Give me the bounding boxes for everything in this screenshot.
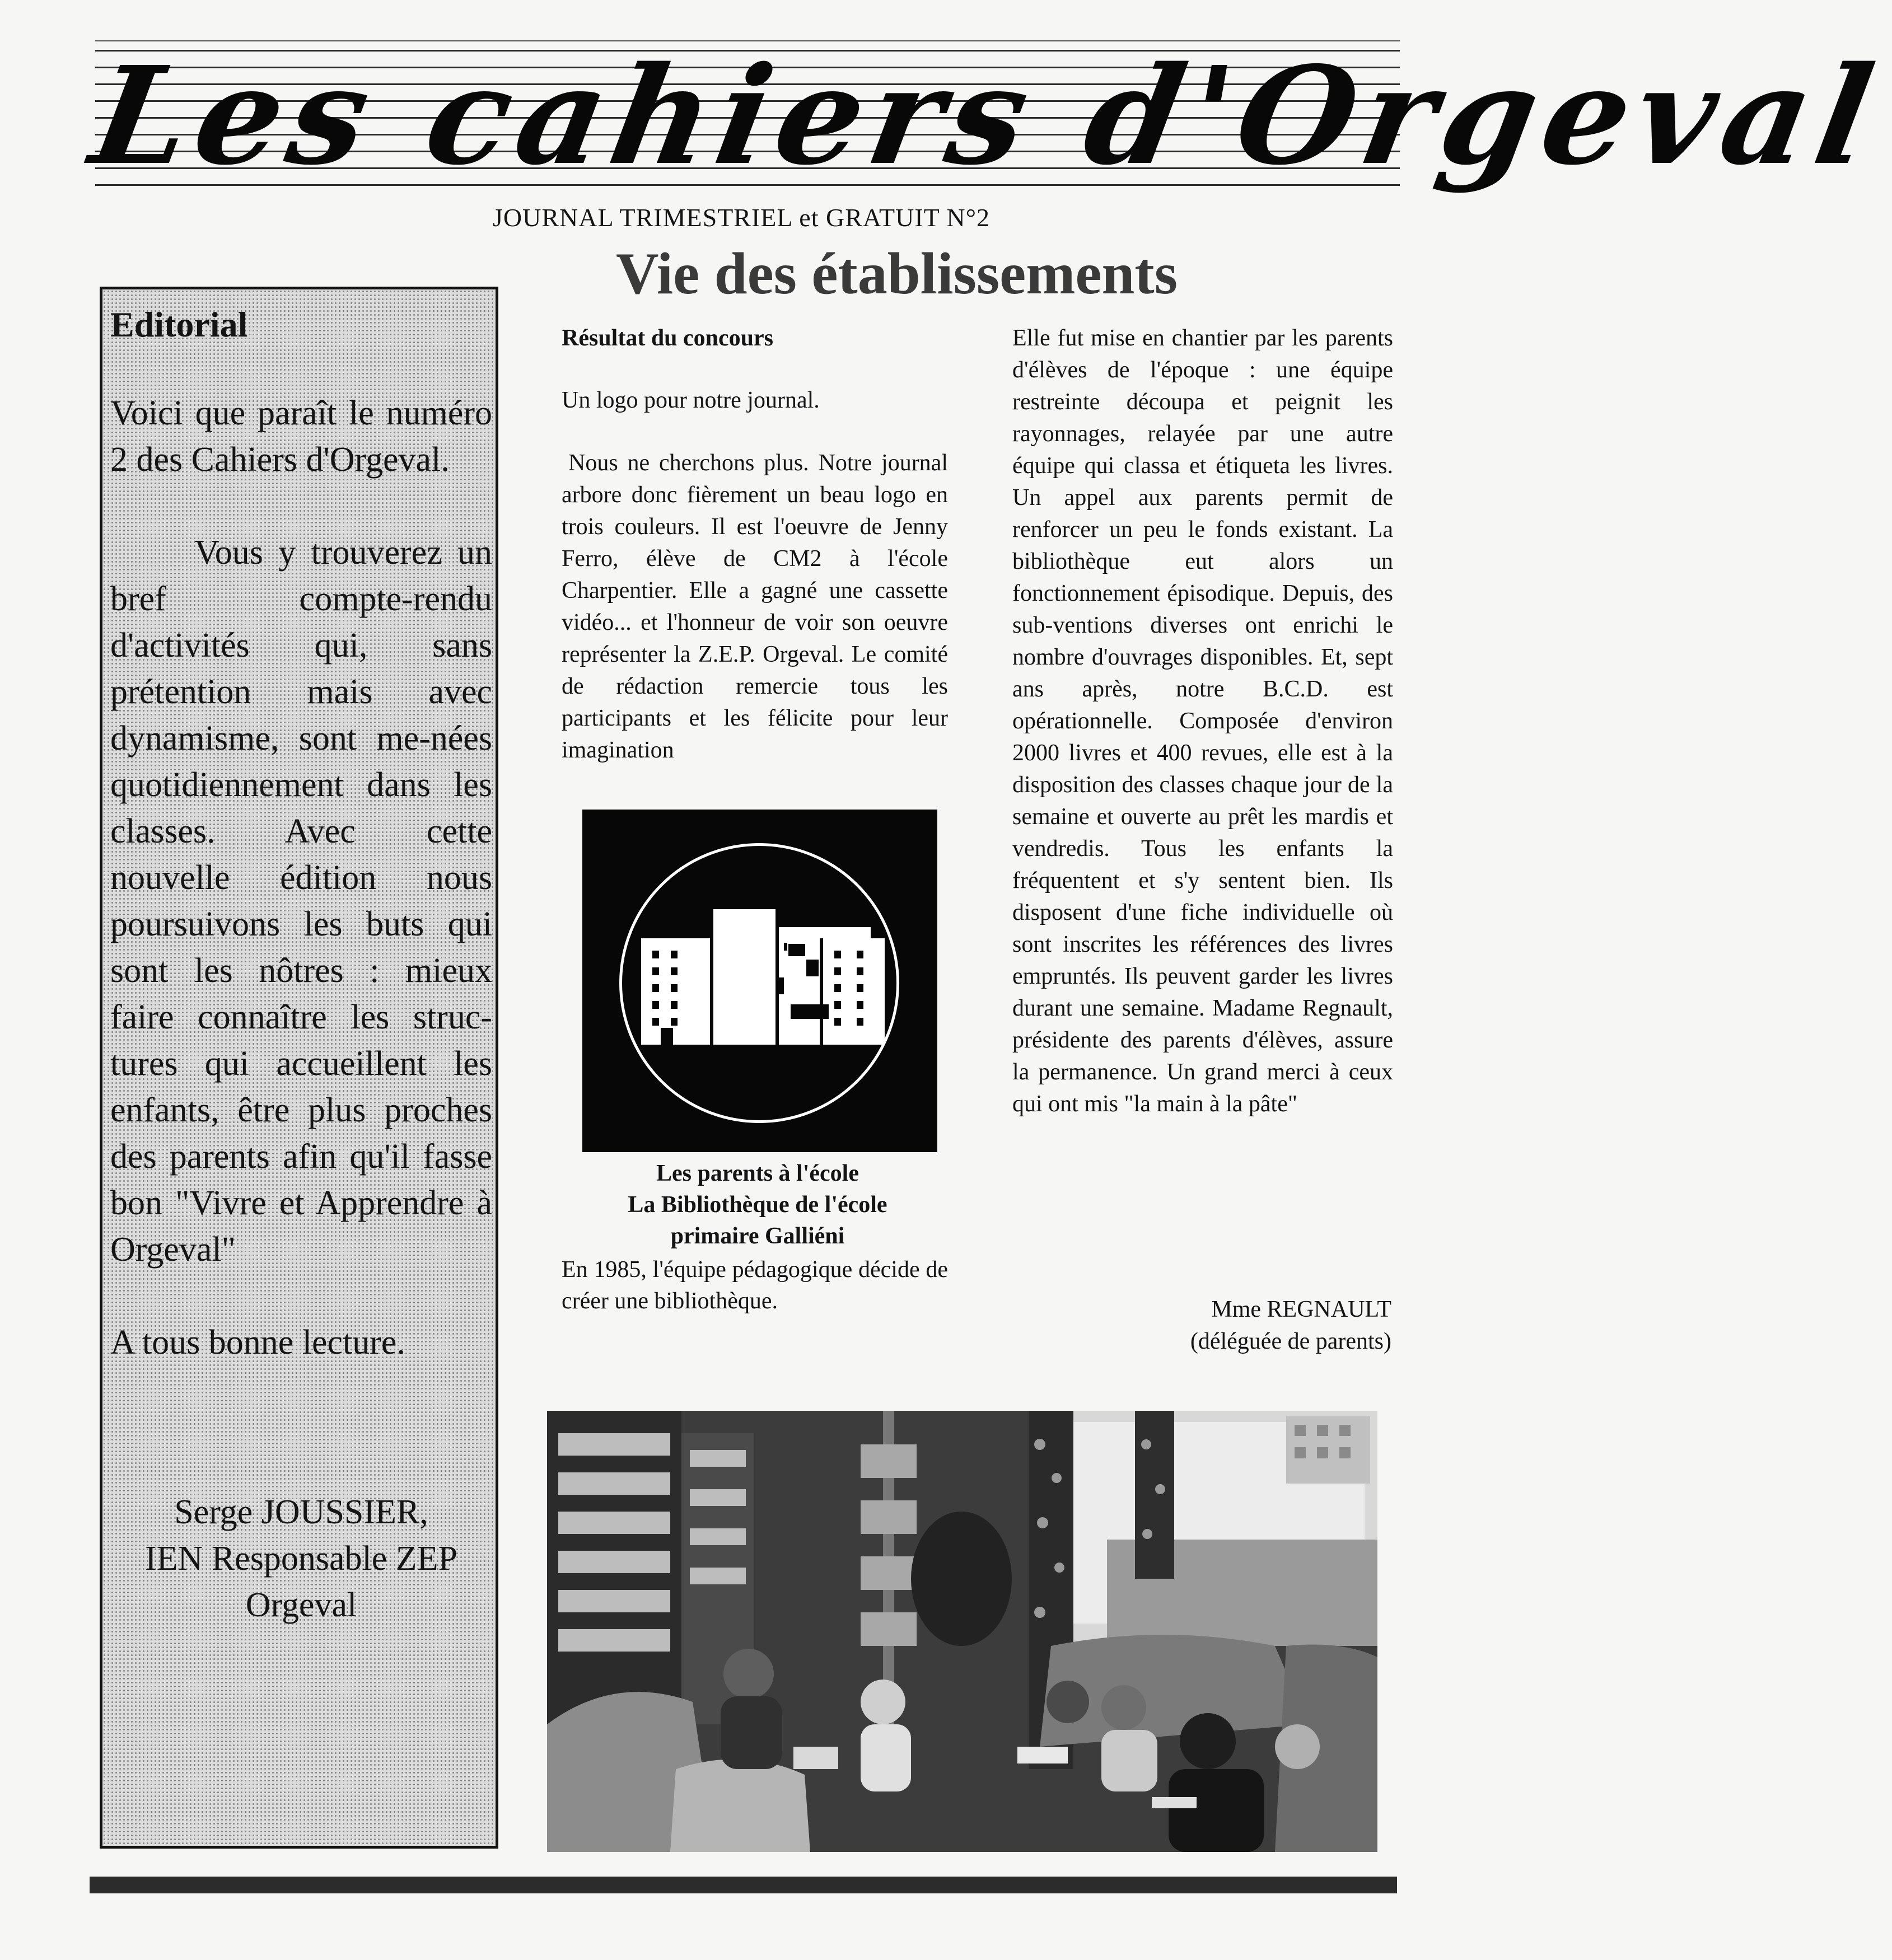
journal-logo (582, 810, 937, 1152)
editorial-heading: Editorial (110, 305, 248, 344)
footer-bar (90, 1877, 1397, 1893)
author-name: Mme REGNAULT (1211, 1297, 1391, 1322)
editorial-paragraph: Vous y trouverez un bref compte-rendu d'activités qui, sans prétention mais avec dynamisme, sont me-nées quotidiennement dans les classes. Avec cette nouvelle édition nous poursuivons les buts qui sont les nôtres : mieux faire connaître les struc-tures qui accueillent les enfants, être plus proches des parents afin qu'il fasse bon "Vivre et Apprendre à Orgeval" (110, 534, 492, 1269)
newspaper-title: Les cahiers d'Orgeval (81, 37, 1891, 195)
masthead (81, 37, 1891, 195)
bibliotheque-body: Elle fut mise en chantier par les parents d'élèves de l'époque : une équipe restreinte découpa et peignit les rayonnages, relayée par une autre équipe qui classa et étiqueta les livres. Un appel aux parents permit de renforcer un peu le fonds existant. La bibliothèque eut alors un fonctionnement épisodique. Depuis, des sub-ventions diverses ont enrichi le nombre d'ouvrages disponibles. Et, sept ans après, notre B.C.D. est opérationnelle. Composée d'environ 2000 livres et 400 revues, elle est à la disposition des classes chaque jour de la semaine et ouverte au prêt les mardis et vendredis. Tous les enfants la fréquentent et s'y sentent bien. Ils disposent d'une fiche individuelle où sont inscrites les références des livres empruntés. Ils peuvent garder les livres durant une semaine. Madame Regnault, présidente des parents d'élèves, assure la permanence. Un grand merci à ceux qui ont mis "la main à la pâte" (1012, 325, 1393, 1117)
concours-article (562, 322, 948, 766)
concours-body: Nous ne cherchons plus. Notre journal arbore donc fièrement un beau logo en trois couleurs. Il est l'oeuvre de Jenny Ferro, élève de CM2 à l'école Charpentier. Elle a gagné une cassette vidéo... et l'honneur de voir son oeuvre représenter la Z.E.P. Orgeval. Le comité de rédaction remercie tous les participants et les félicite pour leur imagination (562, 450, 948, 763)
signature-line: Serge JOUSSIER, (174, 1493, 428, 1531)
concours-lead: Un logo pour notre journal. (562, 387, 820, 413)
section-title: Vie des établissements (616, 241, 1178, 306)
concours-heading: Résultat du concours (562, 325, 774, 351)
signature-line: IEN Responsable ZEP (145, 1540, 457, 1578)
editorial-paragraph: A tous bonne lecture. (110, 1323, 405, 1362)
editorial-signature (110, 1489, 492, 1629)
logo-caption (562, 1158, 954, 1252)
article-byline (1064, 1294, 1391, 1358)
editorial-box (100, 287, 498, 1849)
newspaper-subtitle: JOURNAL TRIMESTRIEL et GRATUIT N°2 (493, 203, 991, 232)
editorial-paragraph: Voici que paraît le numéro 2 des Cahiers d'Orgeval. (110, 394, 492, 479)
bibliotheque-intro: En 1985, l'équipe pédagogique décide de créer une bibliothèque. (562, 1257, 948, 1314)
caption-line: primaire Galliéni (670, 1223, 845, 1249)
bibliotheque-article (1012, 322, 1393, 1120)
caption-line: La Bibliothèque de l'école (628, 1192, 887, 1218)
library-photo (547, 1411, 1377, 1852)
library-photo-image (547, 1411, 1377, 1852)
caption-line: Les parents à l'école (656, 1161, 859, 1186)
author-role: (déléguée de parents) (1190, 1329, 1391, 1354)
signature-line: Orgeval (245, 1586, 357, 1624)
logo-building-icon (582, 810, 937, 1152)
